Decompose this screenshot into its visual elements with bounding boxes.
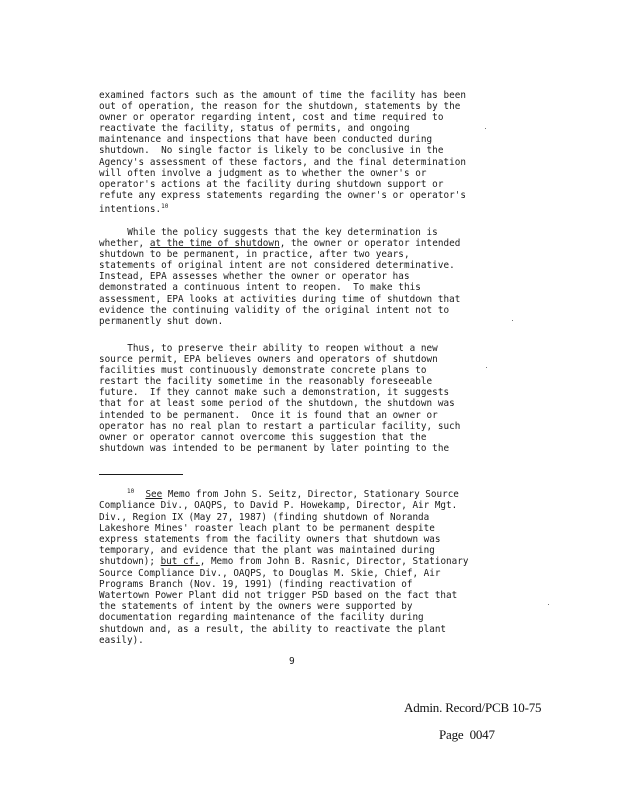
- scan-speck: [548, 604, 549, 605]
- para3-line: that for at least some period of the shutdown, the shutdown was: [99, 398, 455, 410]
- footnote-line: Compliance Div., OAQPS, to David P. Howekamp, Director, Air Mgt.: [99, 500, 458, 512]
- footnote-but-cf: but cf.: [160, 556, 200, 568]
- admin-record-stamp: Admin. Record/PCB 10-75: [404, 700, 542, 715]
- para2-line: demonstrated a continuous intent to reopen. To make this: [99, 282, 421, 294]
- para2-line: While the policy suggests that the key determination is: [99, 227, 438, 238]
- para2-underline: at the time of shutdown: [149, 238, 280, 250]
- para2-line-post: , the owner or operator intended: [279, 238, 461, 250]
- para2-line: shutdown to be permanent, in practice, after two years,: [99, 249, 410, 261]
- paragraph-2: [99, 227, 509, 327]
- para3-line: restart the facility sometime in the reasonably foreseeable: [99, 376, 433, 388]
- footnote-line: temporary, and evidence that the plant was maintained during: [99, 545, 435, 557]
- para1-line: owner or operator regarding intent, cost and time required to: [99, 112, 444, 124]
- page-stamp: Page 0047: [439, 727, 495, 742]
- para1-line: operator's actions at the facility during shutdown support or: [99, 178, 444, 190]
- footnote-number: 10: [127, 488, 135, 495]
- para2-line: permanently shut down.: [99, 315, 224, 327]
- para3-line: operator has no real plan to restart a particular facility, such: [99, 420, 461, 432]
- para1-line: shutdown. No single factor is likely to be conclusive in the: [99, 145, 444, 157]
- para2-line: Instead, EPA assesses whether the owner or operator has: [99, 271, 410, 283]
- para2-line: assessment, EPA looks at activities during time of shutdown that: [99, 293, 461, 305]
- footnote-line: express statements from the facility owners that shutdown was: [99, 533, 441, 545]
- paragraph-1: [99, 90, 509, 215]
- para3-line: shutdown was intended to be permanent by later pointing to the: [99, 442, 450, 454]
- para3-line: facilities must continuously demonstrate concrete plans to: [99, 365, 427, 377]
- footnote-10: [99, 486, 509, 646]
- para2-line: statements of original intent are not considered determinative.: [99, 260, 455, 272]
- footnote-line: Div., Region IX (May 27, 1987) (finding shutdown of Noranda: [99, 511, 430, 523]
- footnote-line: shutdown and, as a result, the ability to reactivate the plant: [99, 623, 447, 635]
- footnote-line: Source Compliance Div., OAQPS, to Douglas M. Skie, Chief, Air: [99, 567, 441, 579]
- footnote-line: documentation regarding maintenance of the facility during: [99, 612, 424, 624]
- para3-line: Thus, to preserve their ability to reopen without a new: [99, 343, 438, 354]
- para1-line: reactivate the facility, status of permits, and ongoing: [99, 123, 410, 135]
- para3-line: future. If they cannot make such a demonstration, it suggests: [99, 387, 450, 399]
- para1-line: maintenance and inspections that have been conducted during: [99, 134, 433, 146]
- para1-line: refute any express statements regarding the owner's or operator's: [99, 189, 467, 201]
- para1-line: out of operation, the reason for the shutdown, statements by the: [99, 101, 461, 113]
- para1-line: Agency's assessment of these factors, and the final determination: [99, 156, 467, 168]
- footnote-line: easily).: [99, 634, 144, 646]
- para1-line: will often involve a judgment as to whether the owner's or: [99, 167, 427, 179]
- para3-line: owner or operator cannot overcome this suggestion that the: [99, 431, 427, 443]
- page-number: 9: [289, 656, 295, 667]
- para2-line: evidence the continuing validity of the original intent not to: [99, 304, 450, 316]
- para3-line: intended to be permanent. Once it is found that an owner or: [99, 409, 438, 421]
- footnote-line: the statements of intent by the owners were supported by: [99, 601, 413, 613]
- para3-line: source permit, EPA believes owners and operators of shutdown: [99, 354, 438, 366]
- para1-line: examined factors such as the amount of time the facility has been: [99, 90, 467, 101]
- footnote-line: Watertown Power Plant did not trigger PSD based on the fact that: [99, 589, 458, 601]
- footnote-line: Lakeshore Mines' roaster leach plant to be permanent despite: [99, 522, 435, 534]
- footnote-line-pre: shutdown);: [99, 556, 161, 568]
- footnote-divider: [99, 474, 183, 475]
- footnote-line-post: , Memo from John B. Rasnic, Director, Stationary: [199, 556, 469, 568]
- footnote-see: See: [145, 489, 163, 501]
- scan-speck: [512, 320, 513, 321]
- para2-line-pre: whether,: [99, 238, 150, 250]
- paragraph-3: [99, 343, 509, 454]
- footnote-line: Memo from John S. Seitz, Director, Stationary Source: [162, 489, 459, 501]
- footnote-reference: 10: [161, 202, 169, 210]
- para1-line: intentions.: [99, 204, 162, 216]
- footnote-line: Programs Branch (Nov. 19, 1991) (finding reactivation of: [99, 578, 413, 590]
